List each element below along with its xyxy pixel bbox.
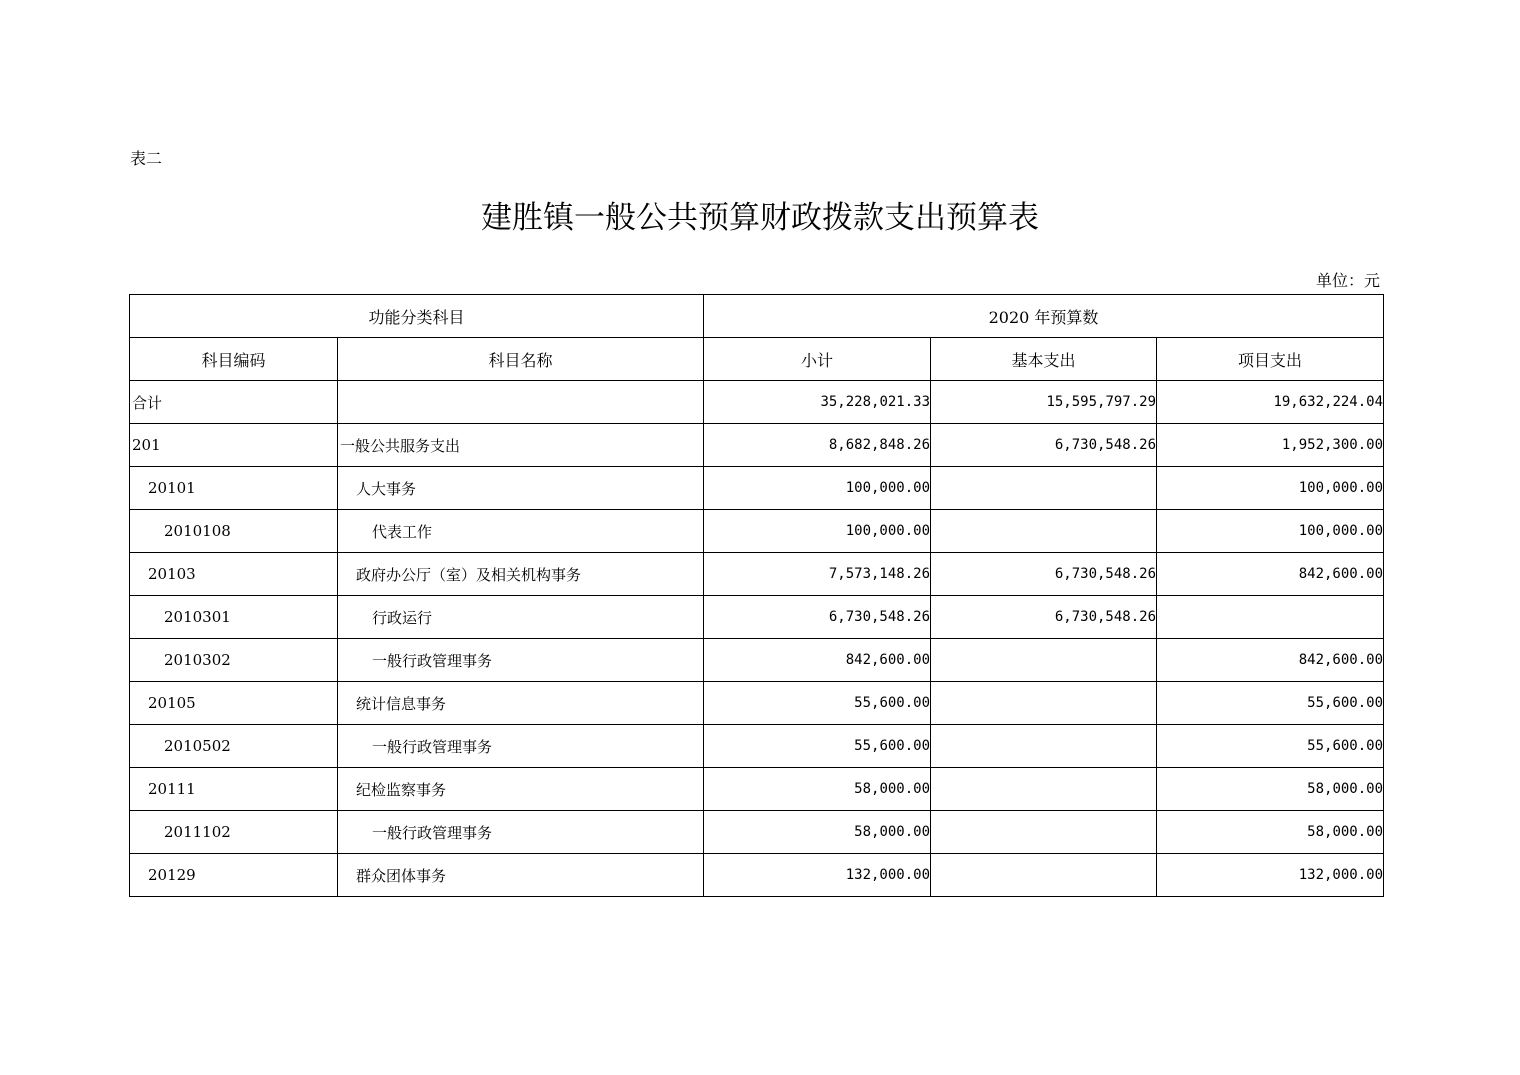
row-basic [931,854,1157,897]
row-code: 20105 [130,682,338,725]
row-project: 19,632,224.04 [1157,381,1384,424]
header-project: 项目支出 [1157,338,1384,381]
row-name: 代表工作 [338,510,704,553]
table-row [130,811,1384,854]
row-project [1157,596,1384,639]
row-subtotal: 35,228,021.33 [704,381,931,424]
header-subtotal: 小计 [704,338,931,381]
row-code: 2011102 [130,811,338,854]
row-basic [931,467,1157,510]
row-basic [931,768,1157,811]
row-project: 55,600.00 [1157,682,1384,725]
row-subtotal: 55,600.00 [704,682,931,725]
row-name: 统计信息事务 [338,682,704,725]
table-row [130,424,1384,467]
row-code: 2010301 [130,596,338,639]
table-row [130,639,1384,682]
row-subtotal: 58,000.00 [704,811,931,854]
header-budget-year: 2020 年预算数 [704,295,1384,338]
row-name [338,381,704,424]
row-subtotal: 842,600.00 [704,639,931,682]
row-name: 政府办公厅（室）及相关机构事务 [338,553,704,596]
header-basic: 基本支出 [931,338,1157,381]
row-project: 842,600.00 [1157,639,1384,682]
row-name: 一般行政管理事务 [338,639,704,682]
row-name: 行政运行 [338,596,704,639]
row-project: 132,000.00 [1157,854,1384,897]
row-code: 2010502 [130,725,338,768]
row-code: 201 [130,424,338,467]
row-subtotal: 100,000.00 [704,467,931,510]
row-subtotal: 6,730,548.26 [704,596,931,639]
row-project: 100,000.00 [1157,467,1384,510]
row-name: 群众团体事务 [338,854,704,897]
table-row [130,768,1384,811]
budget-table [129,294,1384,897]
row-subtotal: 132,000.00 [704,854,931,897]
row-name: 一般行政管理事务 [338,811,704,854]
page-title: 建胜镇一般公共预算财政拨款支出预算表 [481,200,1039,236]
row-code: 20111 [130,768,338,811]
row-code: 20103 [130,553,338,596]
table-row [130,553,1384,596]
row-code: 20101 [130,467,338,510]
row-code: 2010302 [130,639,338,682]
row-basic [931,811,1157,854]
table-row [130,854,1384,897]
row-subtotal: 100,000.00 [704,510,931,553]
header-column-row [130,338,1384,381]
header-name: 科目名称 [338,338,704,381]
row-project: 55,600.00 [1157,725,1384,768]
row-basic: 6,730,548.26 [931,424,1157,467]
row-subtotal: 58,000.00 [704,768,931,811]
table-row [130,682,1384,725]
row-project: 842,600.00 [1157,553,1384,596]
row-name: 纪检监察事务 [338,768,704,811]
row-subtotal: 7,573,148.26 [704,553,931,596]
table-row [130,381,1384,424]
row-basic [931,510,1157,553]
table-row [130,510,1384,553]
row-project: 1,952,300.00 [1157,424,1384,467]
row-code: 合计 [130,381,338,424]
header-function-category: 功能分类科目 [130,295,704,338]
row-subtotal: 8,682,848.26 [704,424,931,467]
row-basic: 6,730,548.26 [931,553,1157,596]
row-basic [931,682,1157,725]
header-code: 科目编码 [130,338,338,381]
row-basic: 6,730,548.26 [931,596,1157,639]
row-name: 一般行政管理事务 [338,725,704,768]
row-project: 100,000.00 [1157,510,1384,553]
row-project: 58,000.00 [1157,811,1384,854]
row-name: 人大事务 [338,467,704,510]
unit-label: 单位：元 [1315,271,1380,290]
page-label: 表二 [130,149,163,168]
table-row [130,467,1384,510]
row-code: 20129 [130,854,338,897]
row-basic [931,725,1157,768]
row-project: 58,000.00 [1157,768,1384,811]
row-basic [931,639,1157,682]
table-row [130,596,1384,639]
header-group-row [130,295,1384,338]
table-row [130,725,1384,768]
row-basic: 15,595,797.29 [931,381,1157,424]
row-name: 一般公共服务支出 [338,424,704,467]
row-subtotal: 55,600.00 [704,725,931,768]
row-code: 2010108 [130,510,338,553]
